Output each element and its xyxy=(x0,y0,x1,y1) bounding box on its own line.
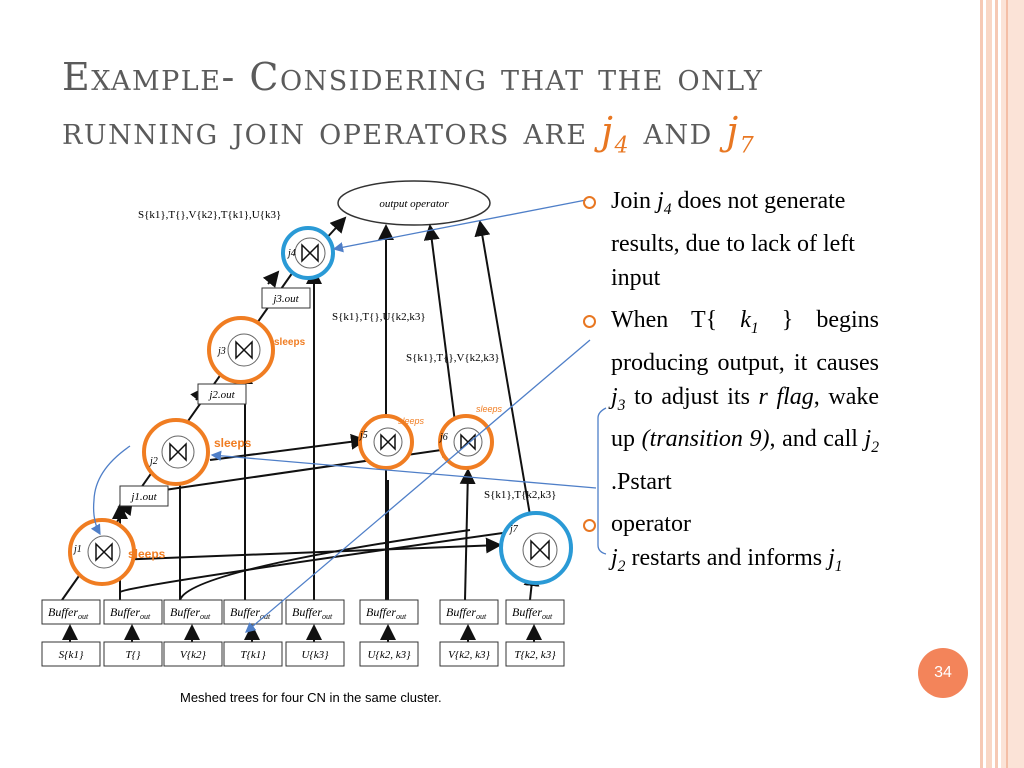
source-label: V{k2, k3} xyxy=(448,649,490,661)
bullet-2-var-j3 xyxy=(611,383,626,414)
buffer-sub: out xyxy=(322,612,333,621)
title-and: and xyxy=(643,109,713,153)
buffer-label: Buffer xyxy=(446,605,476,619)
bullet-2-var-j3-sub: 3 xyxy=(617,396,626,414)
buffer-box xyxy=(360,600,418,624)
bullet-3-var-j1-sub: 1 xyxy=(834,557,843,575)
label-j7-inputs: S{k1},T{k2,k3} xyxy=(484,489,557,501)
bullet-3-var-j2 xyxy=(611,545,626,575)
join-node-j3 xyxy=(209,318,306,382)
buffer-label: Buffer xyxy=(170,605,200,619)
bullet-1-prefix: Join xyxy=(611,188,652,214)
bullet-2-transition: (transition 9) xyxy=(641,426,770,453)
output-operator-label: output operator xyxy=(379,198,449,210)
j6-label: j6 xyxy=(440,432,448,443)
source-label: T{} xyxy=(125,649,141,661)
j4-label: j4 xyxy=(288,248,296,259)
buffer-box xyxy=(164,600,222,624)
buffer-sub: out xyxy=(140,612,151,621)
callout-line-tk1 xyxy=(246,340,590,632)
label-j3-inputs: S{k1},T{},U{k2,k3} xyxy=(332,311,426,323)
j2-out-label: j2.out xyxy=(209,389,235,401)
page-number-badge: 34 xyxy=(918,648,968,698)
j1-out-label: j1.out xyxy=(131,491,157,503)
bullet-dot-icon xyxy=(583,196,596,209)
join-node-j5 xyxy=(358,416,425,468)
bullet-2-text-5: , and call xyxy=(769,426,858,453)
bullet-2-text-1: When T{ xyxy=(611,306,718,333)
j5-label: j5 xyxy=(360,430,368,441)
bullet-3-text-1: operator xyxy=(611,511,691,538)
bullet-2-var-j2 xyxy=(864,426,879,457)
bullet-1-text: does not generate results, due to lack of left input xyxy=(611,188,855,291)
source-label: U{k3} xyxy=(301,649,329,661)
buffer-box xyxy=(286,600,344,624)
bullet-3-var-j1-letter: j xyxy=(828,545,835,572)
buffer-row xyxy=(42,600,564,624)
bullet-3-var-j2-letter: j xyxy=(611,545,618,572)
label-j4-inputs: S{k1},T{},V{k2},T{k1},U{k3} xyxy=(138,209,282,221)
bullet-2-var-j3-letter: j xyxy=(611,383,618,410)
bullet-dot-icon xyxy=(583,315,596,328)
j3-label: j3 xyxy=(218,346,226,357)
buffer-label: Buffer xyxy=(48,605,78,619)
bullet-2-rflag: r flag xyxy=(758,383,814,410)
bullet-1-var xyxy=(657,188,672,218)
title-var-j7-letter: j xyxy=(726,109,740,153)
source-label: T{k1} xyxy=(240,649,266,661)
title-var-j4-letter: j xyxy=(601,109,615,153)
bullet-2-var-k1-letter: k xyxy=(740,306,751,333)
source-label: T{k2, k3} xyxy=(514,649,556,661)
bullet-2-text-6: .Pstart xyxy=(611,469,672,496)
bullet-item xyxy=(583,507,879,584)
bullet-2-var-k1 xyxy=(740,306,759,337)
buffer-box xyxy=(224,600,282,624)
buffer-box xyxy=(440,600,498,624)
j7-label: j7 xyxy=(510,524,518,535)
title-var-j7-sub: 7 xyxy=(739,133,756,159)
j5-sleeps-label: sleeps xyxy=(398,416,425,426)
join-node-j1 xyxy=(70,520,166,584)
buffer-sub: out xyxy=(78,612,89,621)
source-label: S{k1} xyxy=(58,649,84,661)
buffer-box xyxy=(42,600,100,624)
bullet-2-var-k1-sub: 1 xyxy=(750,319,759,337)
source-label: V{k2} xyxy=(180,649,206,661)
diagram-caption: Meshed trees for four CN in the same cluster. xyxy=(180,690,442,705)
bullet-1-var-sub: 4 xyxy=(663,200,672,218)
j1-label: j1 xyxy=(74,544,82,555)
bullet-item xyxy=(583,303,879,499)
bullet-2-text-3: to adjust its xyxy=(634,383,750,410)
title-var-j4-sub: 4 xyxy=(614,133,630,159)
title-line-1: Example- Considering that the only xyxy=(62,55,764,99)
buffer-sub: out xyxy=(476,612,487,621)
j2-label: j2 xyxy=(150,456,158,467)
bullet-1-var-letter: j xyxy=(657,188,664,214)
j3-out-label: j3.out xyxy=(273,293,299,305)
title-line-2-prefix: running join operators are xyxy=(62,109,588,153)
bullet-3-var-j1 xyxy=(828,545,843,575)
bullet-2-text-2: } begins producing output, it causes xyxy=(611,306,879,376)
buffer-label: Buffer xyxy=(512,605,542,619)
buffer-box xyxy=(506,600,564,624)
buffer-label: Buffer xyxy=(230,605,260,619)
buffer-label: Buffer xyxy=(110,605,140,619)
bullet-2-var-j2-sub: 2 xyxy=(871,439,879,457)
source-label: U{k2, k3} xyxy=(367,649,411,661)
buffer-sub: out xyxy=(396,612,407,621)
bullet-2-text-4: , wake up xyxy=(611,383,880,453)
bullet-3-var-j2-sub: 2 xyxy=(617,557,626,575)
j6-sleeps-label: sleeps xyxy=(476,404,503,414)
buffer-sub: out xyxy=(200,612,211,621)
bullet-dot-icon xyxy=(583,519,596,532)
bullet-list xyxy=(583,184,879,592)
bullet-item xyxy=(583,184,879,295)
join-node-j2 xyxy=(144,420,252,484)
buffer-label: Buffer xyxy=(292,605,322,619)
buffer-sub: out xyxy=(542,612,553,621)
label-j6-inputs: S{k1},T{},V{k2,k3} xyxy=(406,352,500,364)
bullet-2-var-j2-letter: j xyxy=(864,426,872,453)
join-node-j7 xyxy=(501,513,571,583)
bullet-3-text-2: restarts and informs xyxy=(631,545,823,572)
j3-sleeps-label: sleeps xyxy=(274,337,306,348)
j1-sleeps-label: sleeps xyxy=(128,547,166,561)
buffer-box xyxy=(104,600,162,624)
buffer-sub: out xyxy=(260,612,271,621)
join-node-j4 xyxy=(283,228,333,278)
join-node-j6 xyxy=(438,404,503,468)
j2-sleeps-label: sleeps xyxy=(214,436,252,450)
buffer-label: Buffer xyxy=(366,605,396,619)
source-row xyxy=(42,642,564,666)
